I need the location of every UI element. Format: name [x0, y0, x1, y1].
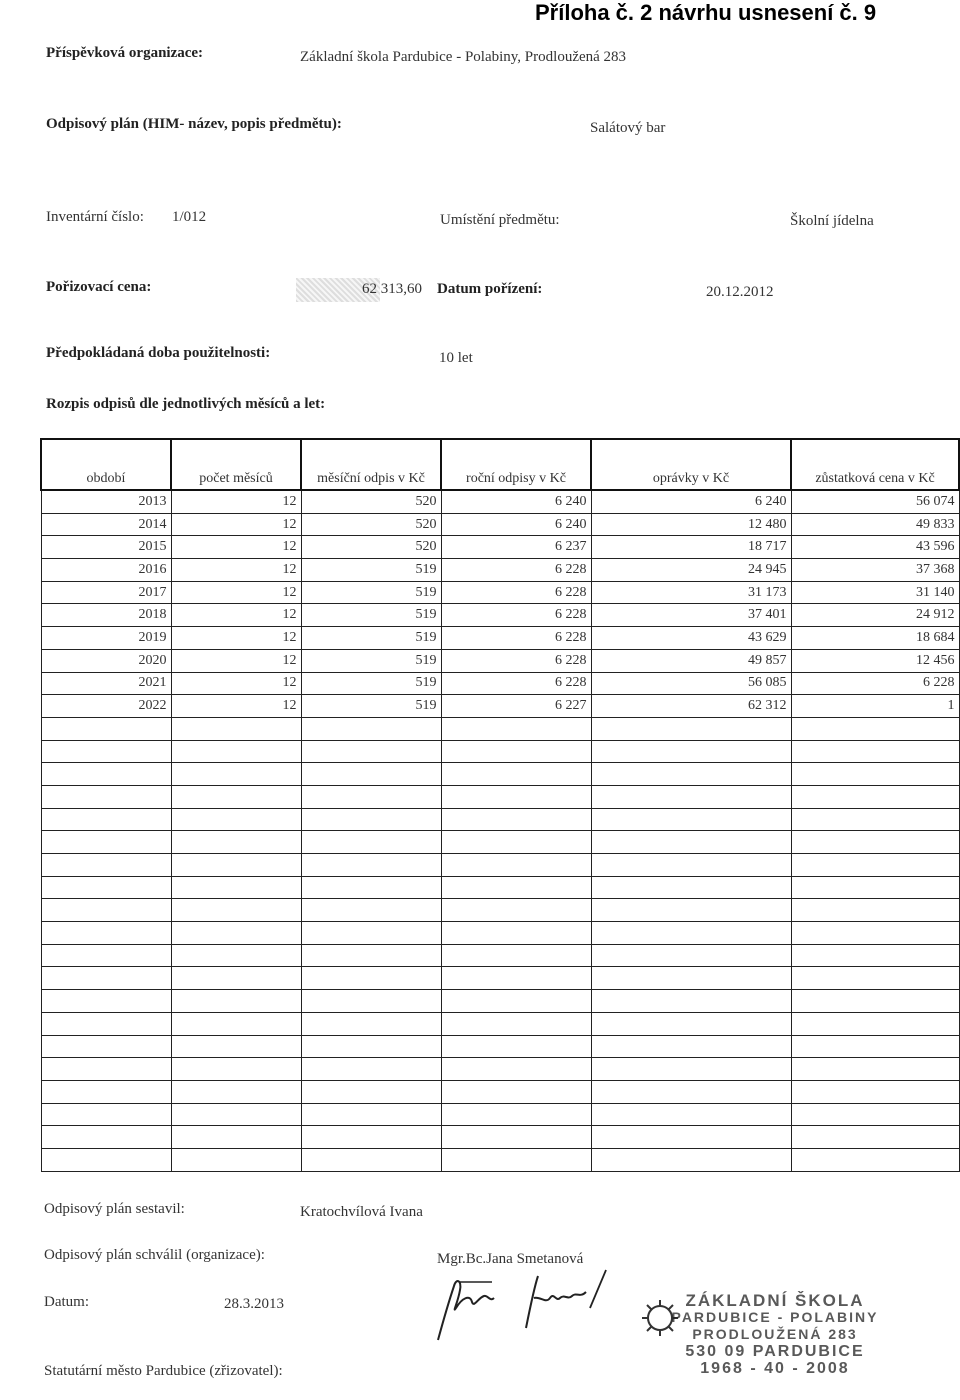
empty-cell [301, 831, 441, 854]
cell-residual: 12 456 [791, 649, 959, 672]
empty-cell [591, 831, 791, 854]
cell-residual: 24 912 [791, 604, 959, 627]
cell-accumulated: 24 945 [591, 559, 791, 582]
table-row [41, 695, 959, 718]
empty-cell [171, 944, 301, 967]
location-value: Školní jídelna [790, 213, 874, 229]
empty-cell [591, 1148, 791, 1171]
cell-residual: 1 [791, 695, 959, 718]
empty-table-row [41, 763, 959, 786]
cell-annual: 6 228 [441, 627, 591, 650]
schedule-heading: Rozpis odpisů dle jednotlivých měsíců a let: [46, 396, 326, 412]
empty-cell [591, 1126, 791, 1149]
empty-cell [301, 1080, 441, 1103]
empty-cell [301, 1058, 441, 1081]
empty-cell [591, 740, 791, 763]
compiled-by-value: Kratochvílová Ivana [300, 1204, 423, 1220]
cell-monthly: 520 [301, 536, 441, 559]
empty-cell [41, 1058, 171, 1081]
empty-cell [301, 922, 441, 945]
cell-months: 12 [171, 627, 301, 650]
col-header-period: období [41, 439, 171, 490]
cell-residual: 18 684 [791, 627, 959, 650]
table-row [41, 559, 959, 582]
cell-annual: 6 240 [441, 513, 591, 536]
stamp-line: 530 09 PARDUBICE [685, 1343, 865, 1360]
stamp-line: PARDUBICE - POLABINY [671, 1309, 879, 1325]
cell-months: 12 [171, 672, 301, 695]
cell-residual: 37 368 [791, 559, 959, 582]
empty-cell [441, 717, 591, 740]
empty-cell [591, 876, 791, 899]
empty-cell [791, 785, 959, 808]
empty-table-row [41, 899, 959, 922]
col-header-accumulated: oprávky v Kč [591, 439, 791, 490]
empty-table-row [41, 922, 959, 945]
useful-life-value: 10 let [439, 350, 473, 366]
empty-cell [41, 808, 171, 831]
empty-cell [301, 990, 441, 1013]
empty-cell [791, 922, 959, 945]
empty-cell [41, 1126, 171, 1149]
empty-cell [591, 1058, 791, 1081]
empty-cell [791, 1148, 959, 1171]
empty-cell [301, 899, 441, 922]
price-label: Pořizovací cena: [46, 279, 152, 295]
table-row [41, 513, 959, 536]
empty-table-row [41, 854, 959, 877]
stamp-line: 1968 - 40 - 2008 [700, 1360, 850, 1377]
plan-subject-value: Salátový bar [590, 120, 666, 136]
cell-period: 2021 [41, 672, 171, 695]
empty-cell [441, 944, 591, 967]
empty-cell [301, 785, 441, 808]
date-value: 28.3.2013 [224, 1296, 284, 1312]
cell-monthly: 519 [301, 649, 441, 672]
cell-months: 12 [171, 490, 301, 513]
cell-annual: 6 228 [441, 649, 591, 672]
empty-cell [441, 785, 591, 808]
cell-accumulated: 31 173 [591, 581, 791, 604]
col-header-residual: zůstatková cena v Kč [791, 439, 959, 490]
purchase-date-value: 20.12.2012 [706, 284, 774, 300]
handwritten-signature [430, 1268, 620, 1348]
empty-cell [41, 785, 171, 808]
cell-monthly: 519 [301, 672, 441, 695]
empty-cell [791, 990, 959, 1013]
empty-cell [301, 1126, 441, 1149]
empty-cell [301, 967, 441, 990]
empty-cell [171, 1035, 301, 1058]
cell-accumulated: 43 629 [591, 627, 791, 650]
cell-accumulated: 12 480 [591, 513, 791, 536]
empty-cell [441, 1126, 591, 1149]
cell-period: 2022 [41, 695, 171, 718]
empty-cell [301, 944, 441, 967]
empty-cell [591, 944, 791, 967]
empty-cell [41, 922, 171, 945]
empty-cell [441, 876, 591, 899]
table-row [41, 581, 959, 604]
table-row [41, 627, 959, 650]
empty-table-row [41, 1103, 959, 1126]
empty-cell [171, 1103, 301, 1126]
cell-residual: 6 228 [791, 672, 959, 695]
cell-residual: 56 074 [791, 490, 959, 513]
empty-cell [441, 1012, 591, 1035]
stamp-line: ZÁKLADNÍ ŠKOLA [685, 1291, 865, 1310]
empty-cell [41, 876, 171, 899]
empty-cell [41, 1035, 171, 1058]
empty-cell [171, 740, 301, 763]
inventory-label: Inventární číslo: [46, 209, 144, 225]
cell-monthly: 519 [301, 559, 441, 582]
empty-cell [171, 808, 301, 831]
empty-table-row [41, 944, 959, 967]
empty-cell [41, 899, 171, 922]
annex-title: Příloha č. 2 návrhu usnesení č. 9 [535, 0, 877, 25]
cell-months: 12 [171, 581, 301, 604]
empty-cell [441, 831, 591, 854]
cell-residual: 43 596 [791, 536, 959, 559]
empty-cell [171, 967, 301, 990]
cell-residual: 49 833 [791, 513, 959, 536]
cell-months: 12 [171, 559, 301, 582]
empty-cell [591, 763, 791, 786]
empty-cell [171, 763, 301, 786]
empty-cell [301, 1035, 441, 1058]
empty-cell [171, 922, 301, 945]
cell-monthly: 519 [301, 604, 441, 627]
cell-period: 2013 [41, 490, 171, 513]
empty-cell [301, 808, 441, 831]
empty-table-row [41, 1126, 959, 1149]
cell-accumulated: 49 857 [591, 649, 791, 672]
empty-cell [441, 1058, 591, 1081]
empty-cell [41, 1012, 171, 1035]
plan-subject-label: Odpisový plán (HIM- název, popis předmětu): [46, 116, 342, 132]
empty-table-row [41, 990, 959, 1013]
empty-cell [791, 1058, 959, 1081]
approved-by-label: Odpisový plán schválil (organizace): [44, 1247, 265, 1263]
empty-cell [301, 763, 441, 786]
empty-cell [441, 1035, 591, 1058]
empty-cell [441, 1148, 591, 1171]
empty-cell [301, 1148, 441, 1171]
empty-cell [441, 990, 591, 1013]
empty-cell [591, 1103, 791, 1126]
empty-cell [171, 1058, 301, 1081]
empty-cell [301, 854, 441, 877]
empty-cell [441, 967, 591, 990]
empty-cell [591, 990, 791, 1013]
empty-cell [591, 899, 791, 922]
empty-cell [171, 990, 301, 1013]
empty-cell [171, 717, 301, 740]
cell-annual: 6 228 [441, 672, 591, 695]
empty-cell [791, 944, 959, 967]
cell-monthly: 520 [301, 513, 441, 536]
empty-cell [441, 808, 591, 831]
empty-cell [41, 740, 171, 763]
table-row [41, 490, 959, 513]
depreciation-table [40, 438, 960, 1172]
empty-cell [41, 990, 171, 1013]
empty-cell [791, 763, 959, 786]
empty-cell [171, 1148, 301, 1171]
empty-cell [791, 1080, 959, 1103]
empty-cell [41, 1103, 171, 1126]
empty-cell [591, 967, 791, 990]
cell-monthly: 520 [301, 490, 441, 513]
stamp-line: PRODLOUŽENÁ 283 [692, 1326, 858, 1342]
cell-months: 12 [171, 536, 301, 559]
cell-accumulated: 37 401 [591, 604, 791, 627]
price-value: 62 313,60 [362, 281, 422, 297]
empty-cell [791, 831, 959, 854]
empty-table-row [41, 808, 959, 831]
empty-cell [791, 808, 959, 831]
cell-residual: 31 140 [791, 581, 959, 604]
cell-monthly: 519 [301, 695, 441, 718]
col-header-annual: roční odpisy v Kč [441, 439, 591, 490]
organization-value: Základní škola Pardubice - Polabiny, Prodloužená 283 [300, 49, 627, 65]
cell-accumulated: 18 717 [591, 536, 791, 559]
empty-table-row [41, 1148, 959, 1171]
empty-table-row [41, 717, 959, 740]
empty-cell [41, 944, 171, 967]
table-row [41, 649, 959, 672]
empty-cell [41, 763, 171, 786]
cell-accumulated: 56 085 [591, 672, 791, 695]
empty-cell [441, 899, 591, 922]
cell-period: 2018 [41, 604, 171, 627]
empty-cell [591, 808, 791, 831]
empty-cell [591, 1080, 791, 1103]
cell-accumulated: 6 240 [591, 490, 791, 513]
empty-cell [591, 785, 791, 808]
empty-cell [591, 1012, 791, 1035]
empty-cell [171, 899, 301, 922]
cell-monthly: 519 [301, 581, 441, 604]
empty-cell [791, 740, 959, 763]
cell-months: 12 [171, 649, 301, 672]
empty-cell [171, 876, 301, 899]
col-header-months: počet měsíců [171, 439, 301, 490]
cell-annual: 6 240 [441, 490, 591, 513]
location-label: Umístění předmětu: [440, 212, 560, 228]
empty-table-row [41, 1012, 959, 1035]
empty-cell [171, 785, 301, 808]
cell-accumulated: 62 312 [591, 695, 791, 718]
cell-period: 2016 [41, 559, 171, 582]
empty-cell [791, 1012, 959, 1035]
cell-annual: 6 227 [441, 695, 591, 718]
cell-months: 12 [171, 604, 301, 627]
empty-cell [301, 1012, 441, 1035]
empty-table-row [41, 785, 959, 808]
cell-annual: 6 228 [441, 581, 591, 604]
useful-life-label: Předpokládaná doba použitelnosti: [46, 345, 271, 361]
empty-cell [41, 831, 171, 854]
table-row [41, 672, 959, 695]
empty-cell [441, 922, 591, 945]
empty-cell [301, 876, 441, 899]
col-header-monthly: měsíční odpis v Kč [301, 439, 441, 490]
founder-label: Statutární město Pardubice (zřizovatel): [44, 1363, 283, 1379]
empty-cell [441, 854, 591, 877]
empty-cell [301, 740, 441, 763]
empty-cell [41, 1080, 171, 1103]
compiled-by-label: Odpisový plán sestavil: [44, 1201, 185, 1217]
empty-cell [791, 1103, 959, 1126]
empty-cell [441, 763, 591, 786]
empty-cell [441, 1080, 591, 1103]
empty-cell [791, 1126, 959, 1149]
empty-cell [41, 1148, 171, 1171]
empty-cell [171, 854, 301, 877]
table-header-row [41, 439, 959, 490]
empty-table-row [41, 1035, 959, 1058]
purchase-date-label: Datum pořízení: [437, 281, 543, 297]
approved-by-value: Mgr.Bc.Jana Smetanová [437, 1251, 584, 1267]
empty-table-row [41, 967, 959, 990]
empty-cell [171, 1080, 301, 1103]
cell-months: 12 [171, 695, 301, 718]
empty-cell [791, 967, 959, 990]
cell-monthly: 519 [301, 627, 441, 650]
cell-period: 2014 [41, 513, 171, 536]
empty-cell [171, 831, 301, 854]
empty-table-row [41, 831, 959, 854]
empty-cell [791, 1035, 959, 1058]
table-row [41, 604, 959, 627]
empty-cell [41, 717, 171, 740]
empty-cell [591, 717, 791, 740]
empty-cell [41, 967, 171, 990]
cell-annual: 6 228 [441, 604, 591, 627]
empty-cell [791, 854, 959, 877]
cell-period: 2020 [41, 649, 171, 672]
empty-table-row [41, 1080, 959, 1103]
empty-cell [41, 854, 171, 877]
official-stamp [640, 1292, 910, 1400]
cell-annual: 6 228 [441, 559, 591, 582]
empty-cell [171, 1012, 301, 1035]
cell-months: 12 [171, 513, 301, 536]
cell-period: 2019 [41, 627, 171, 650]
inventory-value: 1/012 [172, 209, 207, 225]
empty-cell [591, 922, 791, 945]
empty-cell [591, 854, 791, 877]
cell-period: 2015 [41, 536, 171, 559]
empty-cell [301, 717, 441, 740]
empty-cell [591, 1035, 791, 1058]
organization-label: Příspěvková organizace: [46, 45, 204, 61]
empty-table-row [41, 740, 959, 763]
table-row [41, 536, 959, 559]
date-label: Datum: [44, 1294, 89, 1310]
empty-table-row [41, 876, 959, 899]
empty-cell [791, 717, 959, 740]
empty-cell [171, 1126, 301, 1149]
empty-cell [791, 899, 959, 922]
empty-cell [441, 1103, 591, 1126]
empty-cell [441, 740, 591, 763]
empty-cell [301, 1103, 441, 1126]
empty-table-row [41, 1058, 959, 1081]
cell-annual: 6 237 [441, 536, 591, 559]
empty-cell [791, 876, 959, 899]
cell-period: 2017 [41, 581, 171, 604]
